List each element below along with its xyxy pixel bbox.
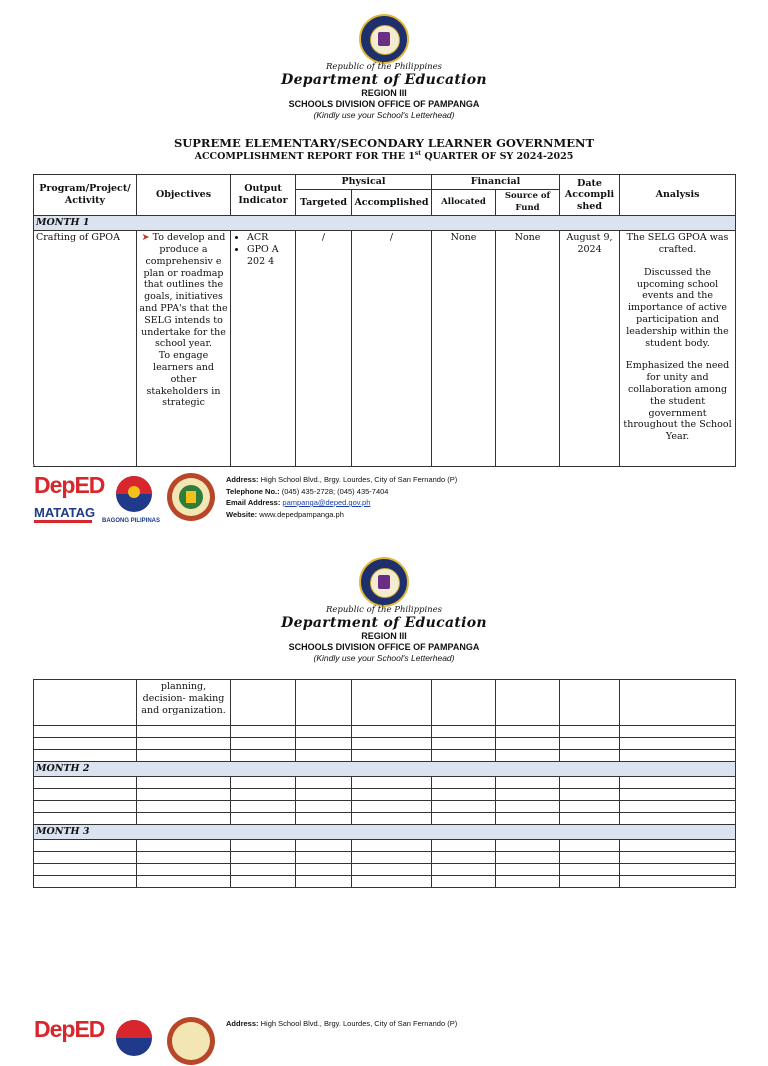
region-text: REGION III	[361, 88, 407, 98]
arrow-bullet-icon: ➤	[141, 232, 150, 244]
month-2-label: MONTH 2	[34, 762, 736, 777]
page-2	[0, 543, 768, 1042]
footer	[0, 1008, 768, 1042]
bagong-pilipinas-text: BAGONG PILIPINAS	[102, 518, 161, 524]
report-title: SUPREME ELEMENTARY/SECONDARY LEARNER GOVERNMENT	[173, 136, 595, 150]
objective-1: ➤ To develop and produce a comprehensiv e plan or roadmap that outlines the goals, initiatives and PPA's that the SELG intends to undertake for the school year.	[139, 232, 228, 350]
address-line: Address: High School Blvd., Brgy. Lourdes, City of San Fernando (P)	[226, 1019, 458, 1028]
table-row	[34, 231, 736, 467]
accomplishment-table	[33, 174, 736, 467]
output-item: • ACR	[247, 232, 293, 244]
col-analysis: Analysis	[620, 175, 736, 216]
deped-seal-icon	[359, 557, 409, 607]
address-line: Address: High School Blvd., Brgy. Lourdes, City of San Fernando (P)	[226, 475, 458, 484]
program-cell: Crafting of GPOA	[34, 231, 137, 467]
deped-logo: DepED	[34, 1016, 105, 1042]
table-row	[34, 776, 736, 788]
analysis-p2: Discussed the upcoming school events and the importance of active participation and leadership within the student body.	[626, 266, 729, 349]
col-source: Source of Fund	[496, 189, 560, 216]
email-link[interactable]: pampanga@deped.gov.ph	[282, 498, 371, 507]
table-row	[34, 812, 736, 824]
footer	[0, 462, 768, 552]
table-row	[34, 851, 736, 863]
month-1-label: MONTH 1	[34, 216, 736, 231]
analysis-cell	[620, 231, 736, 467]
division-text: SCHOOLS DIVISION OFFICE OF PAMPANGA	[288, 99, 480, 109]
col-financial: Financial	[432, 175, 560, 190]
table-row	[34, 750, 736, 762]
col-date: Date Accompli shed	[560, 175, 620, 216]
table-row	[34, 800, 736, 812]
accomplishment-table-continued	[33, 679, 736, 888]
col-physical: Physical	[296, 175, 432, 190]
analysis-p3: Emphasized the need for unity and collaboration among the student government throughout the School Year.	[623, 360, 732, 443]
table-row	[34, 875, 736, 887]
division-text: SCHOOLS DIVISION OFFICE OF PAMPANGA	[288, 642, 480, 652]
month-row	[34, 762, 736, 777]
col-objectives: Objectives	[137, 175, 231, 216]
col-output: Output Indicator	[231, 175, 296, 216]
region-text: REGION III	[361, 631, 407, 641]
matatag-logo: MATATAG	[34, 505, 96, 520]
analysis-p1: The SELG GPOA was crafted.	[626, 232, 729, 255]
email-line: Email Address: pampanga@deped.gov.ph	[226, 498, 371, 507]
phone-line: Telephone No.: (045) 435-2728; (045) 435-7404	[226, 486, 389, 496]
letterhead-note: (Kindly use your School's Letterhead)	[313, 653, 455, 663]
table-row	[34, 839, 736, 851]
bagong-pilipinas-logo-icon	[106, 1014, 162, 1058]
output-item: • GPO A 202 4	[247, 244, 293, 268]
month-3-label: MONTH 3	[34, 824, 736, 839]
report-subtitle: ACCOMPLISHMENT REPORT FOR THE 1st QUARTER OF SY 2024-2025	[194, 150, 574, 163]
department-title: Department of Education	[281, 72, 487, 88]
col-allocated: Allocated	[432, 189, 496, 216]
month-row	[34, 824, 736, 839]
table-row	[34, 726, 736, 738]
division-seal-icon	[166, 1016, 216, 1066]
allocated-cell: None	[432, 231, 496, 467]
table-row	[34, 863, 736, 875]
address-block	[226, 474, 457, 520]
deped-logo: DepED	[34, 472, 105, 498]
source-cell: None	[496, 231, 560, 467]
col-targeted: Targeted	[296, 189, 352, 216]
date-cell: August 9, 2024	[560, 231, 620, 467]
letterhead-note: (Kindly use your School's Letterhead)	[313, 110, 455, 120]
targeted-cell: /	[296, 231, 352, 467]
republic-text: Republic of the Philippines	[325, 605, 443, 615]
website-line: Website: www.depedpampanga.ph	[226, 509, 344, 519]
objectives-cell	[137, 231, 231, 467]
department-title: Department of Education	[281, 615, 487, 631]
bagong-pilipinas-logo-icon	[106, 470, 162, 514]
table-row	[34, 788, 736, 800]
division-seal-icon	[166, 472, 216, 522]
address-block	[226, 1018, 457, 1030]
deped-seal-icon	[359, 14, 409, 64]
objectives-cell-cont: planning, decision- making and organization.	[137, 680, 231, 726]
output-cell	[231, 231, 296, 467]
table-row	[34, 738, 736, 750]
accomplished-cell: /	[352, 231, 432, 467]
objective-2: To engage learners and other stakeholders in strategic	[146, 350, 221, 409]
col-program: Program/Project/ Activity	[34, 175, 137, 216]
table-row	[34, 680, 736, 726]
col-accomplished: Accomplished	[352, 189, 432, 216]
month-row	[34, 216, 736, 231]
republic-text: Republic of the Philippines	[325, 62, 443, 72]
